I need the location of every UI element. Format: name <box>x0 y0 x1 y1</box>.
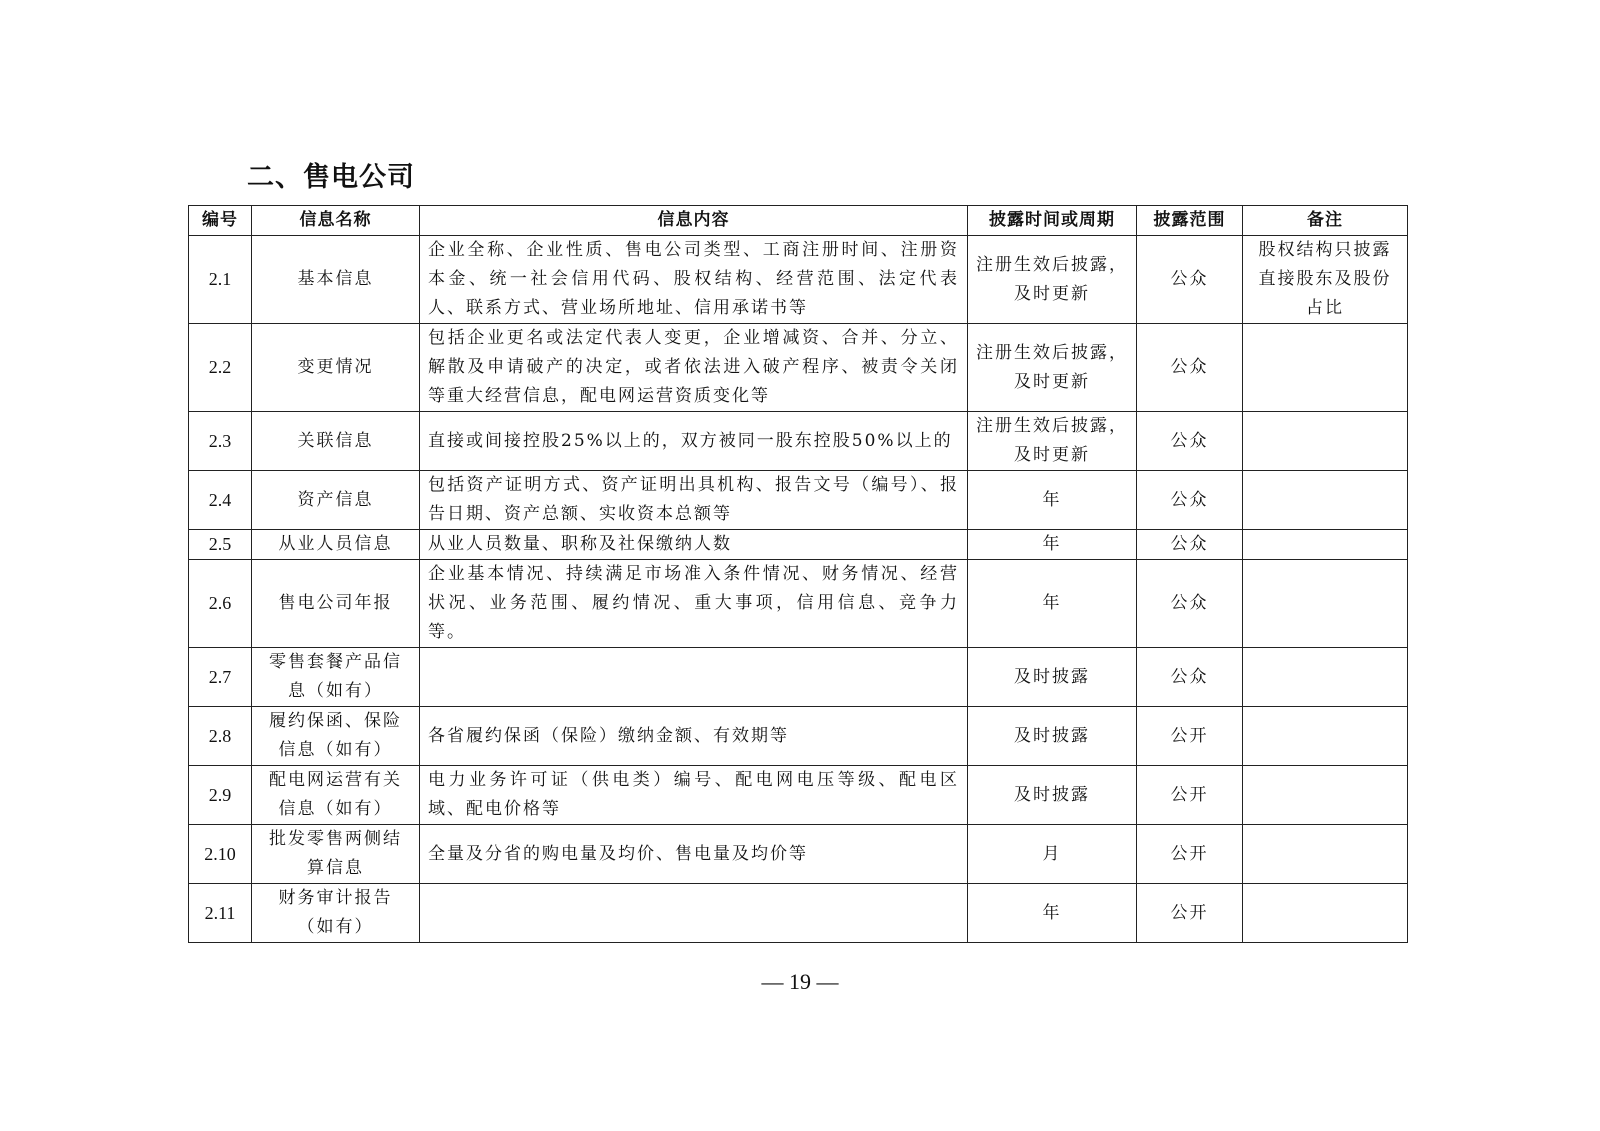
row-info-content: 全量及分省的购电量及均价、售电量及均价等 <box>420 825 968 884</box>
table-row <box>189 530 1408 560</box>
row-number: 2.7 <box>189 648 252 707</box>
row-info-content: 包括资产证明方式、资产证明出具机构、报告文号（编号）、报告日期、资产总额、实收资本总额等 <box>420 471 968 530</box>
row-disclosure-period: 注册生效后披露，及时更新 <box>968 324 1137 412</box>
row-remarks: 股权结构只披露直接股东及股份占比 <box>1243 236 1408 324</box>
row-number: 2.8 <box>189 707 252 766</box>
row-info-content <box>420 884 968 943</box>
header-disclosure-scope: 披露范围 <box>1137 206 1243 236</box>
table-row <box>189 412 1408 471</box>
header-remarks: 备注 <box>1243 206 1408 236</box>
row-info-content: 企业基本情况、持续满足市场准入条件情况、财务情况、经营状况、业务范围、履约情况、重大事项，信用信息、竞争力等。 <box>420 560 968 648</box>
row-info-name: 基本信息 <box>252 236 420 324</box>
row-remarks <box>1243 766 1408 825</box>
row-number: 2.1 <box>189 236 252 324</box>
row-disclosure-scope: 公众 <box>1137 324 1243 412</box>
row-info-name: 资产信息 <box>252 471 420 530</box>
section-title: 二、售电公司 <box>247 162 415 193</box>
row-number: 2.2 <box>189 324 252 412</box>
row-info-content: 从业人员数量、职称及社保缴纳人数 <box>420 530 968 560</box>
row-info-content: 企业全称、企业性质、售电公司类型、工商注册时间、注册资本金、统一社会信用代码、股权结构、经营范围、法定代表人、联系方式、营业场所地址、信用承诺书等 <box>420 236 968 324</box>
header-info-content: 信息内容 <box>420 206 968 236</box>
row-disclosure-period: 年 <box>968 884 1137 943</box>
row-remarks <box>1243 412 1408 471</box>
row-disclosure-period: 注册生效后披露，及时更新 <box>968 236 1137 324</box>
table-row <box>189 560 1408 648</box>
row-disclosure-period: 年 <box>968 560 1137 648</box>
row-disclosure-scope: 公众 <box>1137 560 1243 648</box>
row-number: 2.9 <box>189 766 252 825</box>
row-disclosure-period: 及时披露 <box>968 707 1137 766</box>
row-info-name: 从业人员信息 <box>252 530 420 560</box>
table-row <box>189 884 1408 943</box>
row-remarks <box>1243 471 1408 530</box>
table-row <box>189 648 1408 707</box>
row-disclosure-scope: 公众 <box>1137 471 1243 530</box>
row-number: 2.5 <box>189 530 252 560</box>
row-remarks <box>1243 707 1408 766</box>
header-info-name: 信息名称 <box>252 206 420 236</box>
row-remarks <box>1243 648 1408 707</box>
row-disclosure-period: 年 <box>968 530 1137 560</box>
table-header-row <box>189 206 1408 236</box>
row-info-content: 直接或间接控股25%以上的，双方被同一股东控股50%以上的 <box>420 412 968 471</box>
page-number: — 19 — <box>761 969 839 994</box>
row-disclosure-period: 及时披露 <box>968 648 1137 707</box>
row-remarks <box>1243 530 1408 560</box>
row-number: 2.6 <box>189 560 252 648</box>
row-remarks <box>1243 324 1408 412</box>
row-disclosure-scope: 公开 <box>1137 707 1243 766</box>
row-info-content <box>420 648 968 707</box>
row-disclosure-period: 及时披露 <box>968 766 1137 825</box>
row-number: 2.11 <box>189 884 252 943</box>
table-row <box>189 236 1408 324</box>
table-row <box>189 766 1408 825</box>
row-disclosure-scope: 公众 <box>1137 530 1243 560</box>
row-remarks <box>1243 884 1408 943</box>
row-disclosure-scope: 公众 <box>1137 236 1243 324</box>
row-info-name: 零售套餐产品信息（如有） <box>252 648 420 707</box>
table-row <box>189 324 1408 412</box>
row-disclosure-scope: 公开 <box>1137 884 1243 943</box>
row-info-name: 售电公司年报 <box>252 560 420 648</box>
row-disclosure-period: 年 <box>968 471 1137 530</box>
row-remarks <box>1243 560 1408 648</box>
row-info-name: 配电网运营有关信息（如有） <box>252 766 420 825</box>
row-disclosure-scope: 公众 <box>1137 648 1243 707</box>
row-info-content: 电力业务许可证（供电类）编号、配电网电压等级、配电区域、配电价格等 <box>420 766 968 825</box>
row-info-name: 批发零售两侧结算信息 <box>252 825 420 884</box>
row-disclosure-period: 注册生效后披露，及时更新 <box>968 412 1137 471</box>
row-info-name: 履约保函、保险信息（如有） <box>252 707 420 766</box>
row-info-name: 财务审计报告（如有） <box>252 884 420 943</box>
table-row <box>189 471 1408 530</box>
header-disclosure-period: 披露时间或周期 <box>968 206 1137 236</box>
row-disclosure-period: 月 <box>968 825 1137 884</box>
row-info-content: 各省履约保函（保险）缴纳金额、有效期等 <box>420 707 968 766</box>
table-row <box>189 825 1408 884</box>
row-info-name: 关联信息 <box>252 412 420 471</box>
row-disclosure-scope: 公开 <box>1137 766 1243 825</box>
row-number: 2.10 <box>189 825 252 884</box>
disclosure-table <box>188 205 1408 943</box>
row-disclosure-scope: 公开 <box>1137 825 1243 884</box>
row-info-content: 包括企业更名或法定代表人变更，企业增减资、合并、分立、解散及申请破产的决定，或者依法进入破产程序、被责令关闭等重大经营信息，配电网运营资质变化等 <box>420 324 968 412</box>
row-number: 2.4 <box>189 471 252 530</box>
row-remarks <box>1243 825 1408 884</box>
header-number: 编号 <box>189 206 252 236</box>
row-number: 2.3 <box>189 412 252 471</box>
table-row <box>189 707 1408 766</box>
row-info-name: 变更情况 <box>252 324 420 412</box>
row-disclosure-scope: 公众 <box>1137 412 1243 471</box>
